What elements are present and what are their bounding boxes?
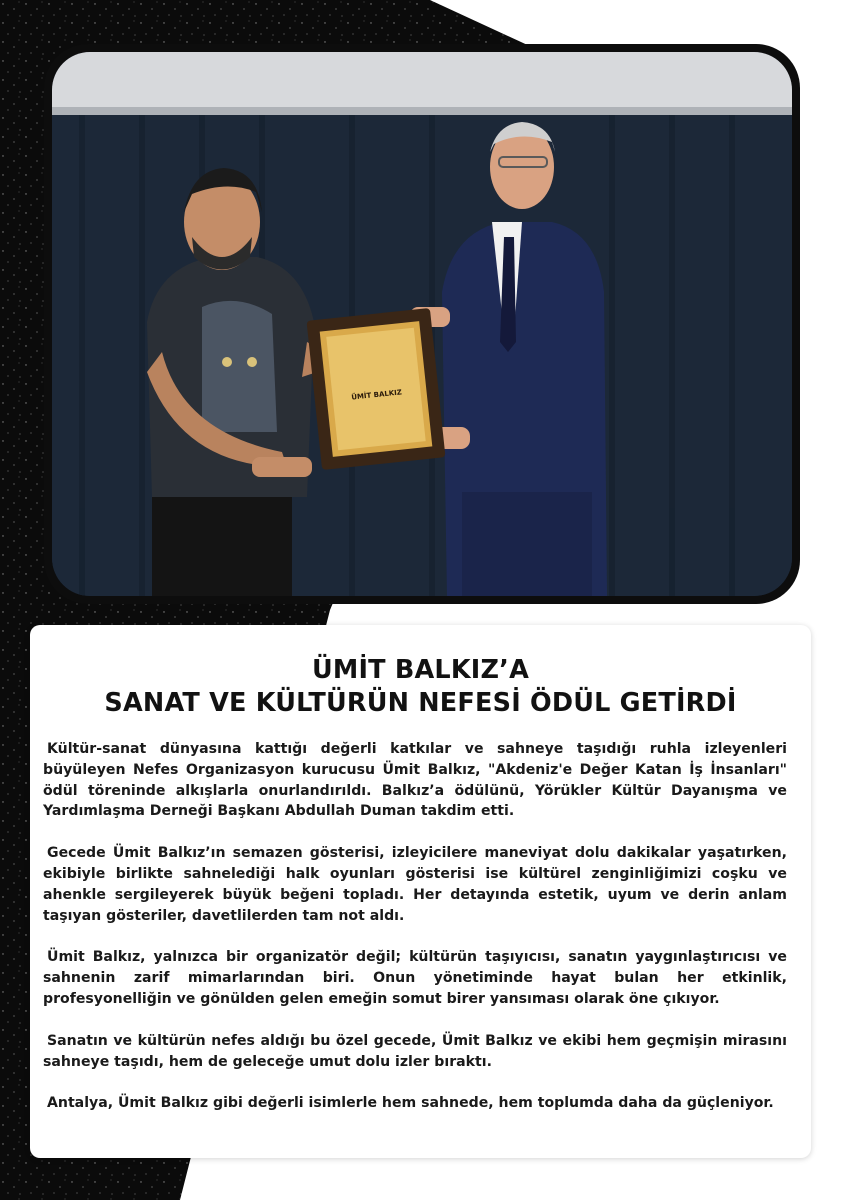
paragraph: Antalya, Ümit Balkız gibi değerli isimlerle hem sahnede, hem toplumda daha da güçleniyor. [47, 1095, 774, 1112]
paragraph: Ümit Balkız, yalnızca bir organizatör değil; kültürün taşıyıcısı, sanatın yaygınlaştırıcısı ve sahnenin zarif mimarlarından biri. Onun yönetiminde hayat bulan her etkinlik, profesyonelliğin ve gönülden gelen emeğin somut birer yansıması olarak öne çıkıyor. [43, 949, 787, 1007]
article-body [43, 739, 787, 1135]
title-line-1: ÜMİT BALKIZ’A [311, 655, 530, 685]
article-card [30, 625, 811, 1158]
title-line-2: SANAT VE KÜLTÜRÜN NEFESİ ÖDÜL GETİRDİ [104, 688, 737, 718]
paragraph: Gecede Ümit Balkız’ın semazen gösterisi, izleyicilere maneviyat dolu dakikalar yaşatırken, ekibiyle birlikte sahnelediği halk oyunları gösterisi ise kültürel zenginliğimizi coşku ve ahenkle sergileyerek büyük beğeni topladı. Her detayında estetik, uyum ve derin anlam taşıyan gösteriler, davetlilerden tam not aldı. [43, 845, 787, 924]
award-photo [52, 52, 792, 596]
paragraph: Kültür-sanat dünyasına kattığı değerli katkılar ve sahneye taşıdığı ruhla izleyenleri büyüleyen Nefes Organizasyon kurucusu Ümit Balkız, "Akdeniz'e Değer Katan İş İnsanları" ödül töreninde alkışlarla onurlandırıldı. Balkız’a ödülünü, Yörükler Kültür Dayanışma ve Yardımlaşma Derneği Başkanı Abdullah Duman takdim etti. [43, 741, 787, 820]
plaque-name: ÜMİT BALKIZ [350, 388, 403, 402]
article-title [30, 654, 811, 720]
paragraph: Sanatın ve kültürün nefes aldığı bu özel gecede, Ümit Balkız ve ekibi hem geçmişin mirasını sahneye taşıdı, hem de geleceğe umut dolu izler bıraktı. [43, 1032, 787, 1070]
award-plaque [307, 308, 446, 470]
